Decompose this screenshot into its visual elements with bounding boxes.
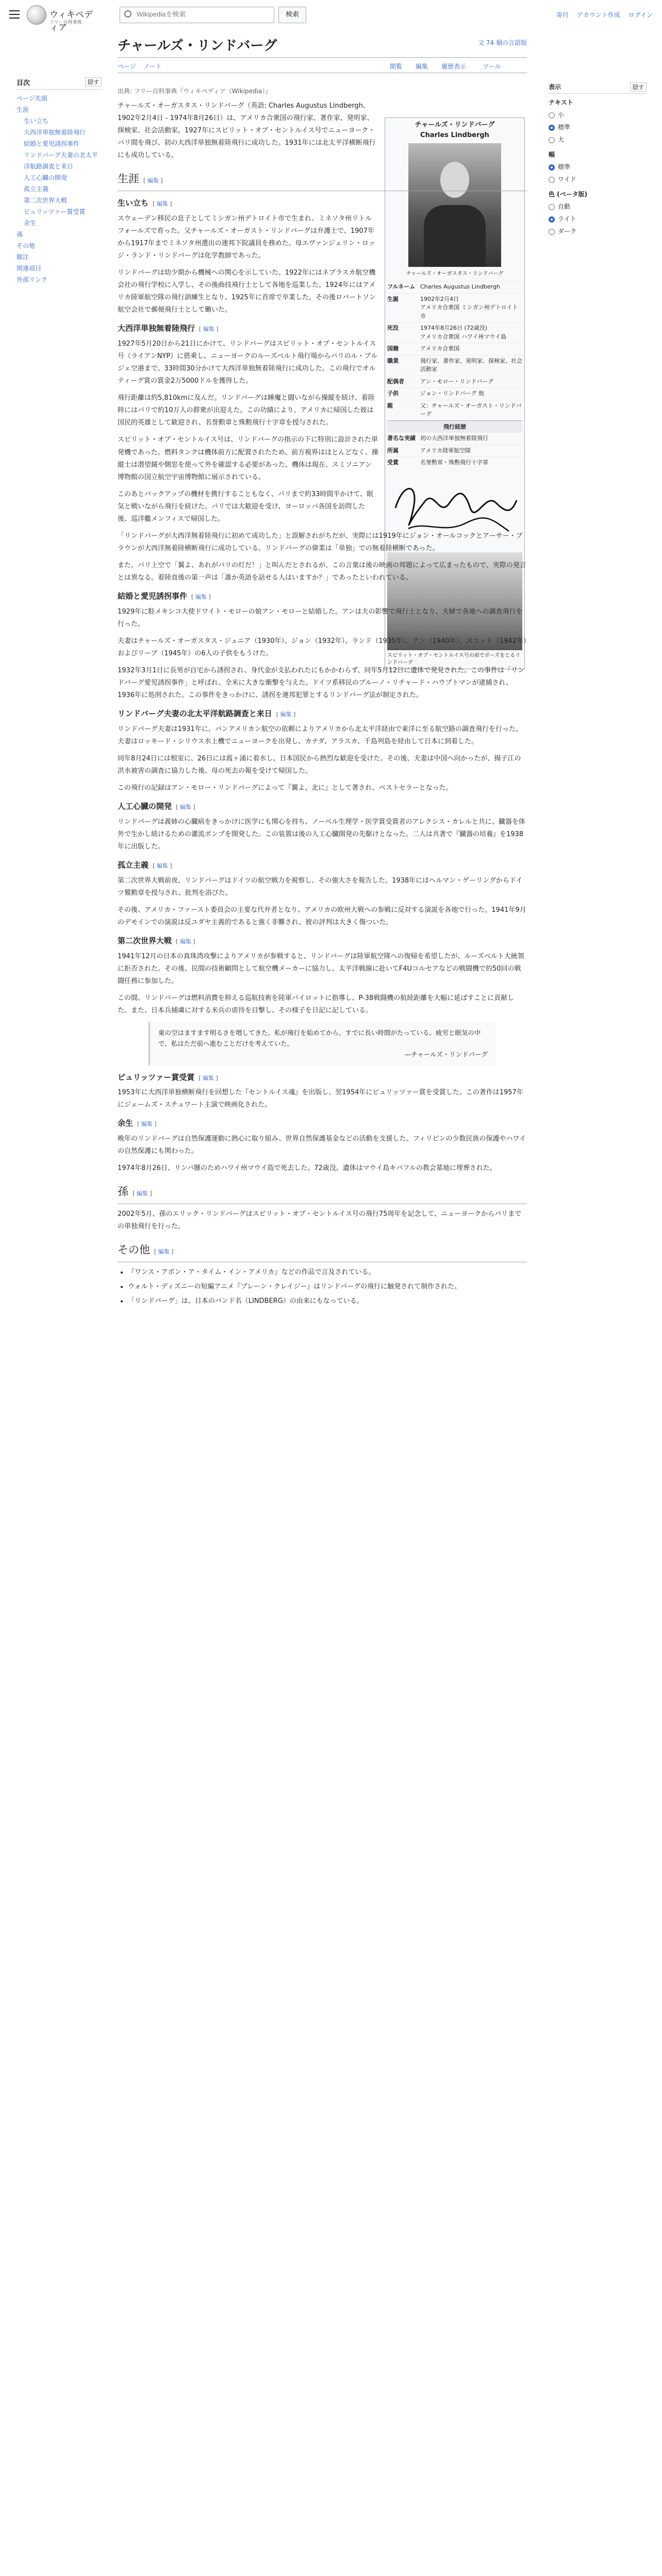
infobox-value: Charles Augustus Lindbergh: [420, 283, 500, 290]
infobox-key: 職業: [387, 357, 399, 364]
color-option[interactable]: [549, 213, 647, 225]
width-label: 幅: [549, 151, 555, 158]
infobox-value: 1902年2月4日 アメリカ合衆国 ミシガン州デトロイト市: [420, 295, 518, 319]
tab-read[interactable]: 閲覧: [390, 63, 403, 70]
section-paragraph: 「リンドバーグが大西洋無着陸飛行に初めて成功した」と誤解されがちだが、実際には1919年にジョン・オールコックとアーサー・ブラウンが大西洋無着陸横断飛行に成功している。リンドバーグの偉業は「単独」での無着陸横断であった。: [118, 532, 523, 552]
toc-item[interactable]: 結婚と愛児誘拐事件: [24, 140, 80, 147]
toc-item[interactable]: 脚注: [16, 253, 29, 261]
section-paragraph: 1941年12月の日本の真珠湾攻撃によりアメリカが参戦すると、リンドバーグは陸軍航空隊への復帰を希望したが、ルーズベルト大統領に拒否された。その後、民間の技術顧問として航空機メーカーに協力し、太平洋戦線に赴いてF4Uコルセアなどの戦闘機で約50回の戦闘任務に参加した。: [118, 952, 524, 985]
section-title: 人工心臓の開発: [118, 802, 172, 811]
login-link[interactable]: ログイン: [628, 11, 653, 19]
create-account-link[interactable]: アカウント作成: [576, 11, 620, 19]
tab-talk[interactable]: ノート: [143, 63, 162, 70]
infobox-key: 配偶者: [387, 378, 404, 385]
edit-section-link[interactable]: [ 編集 ]: [176, 938, 195, 945]
edit-section-link[interactable]: [ 編集 ]: [199, 326, 219, 332]
infobox-key: 著名な実績: [387, 435, 416, 442]
section-heading: [118, 707, 527, 721]
infobox-value: 名誉勲章・殊勲飛行十字章: [420, 459, 488, 466]
toc-title: 目次: [16, 79, 30, 87]
page-title: チャールズ・リンドバーグ: [118, 32, 527, 58]
toc-item[interactable]: 孫: [16, 231, 23, 238]
toc-item[interactable]: 生い立ち: [24, 117, 49, 125]
edit-section-link[interactable]: [ 編集 ]: [137, 1121, 157, 1127]
toc-item[interactable]: 余生: [24, 219, 37, 227]
tab-history[interactable]: 履歴表示: [441, 63, 467, 70]
infobox-key: 親: [387, 402, 393, 409]
width-option-label: 標準: [558, 163, 571, 171]
logo-tagline: フリー百科事典: [49, 20, 82, 25]
appearance-title: 表示: [549, 83, 561, 91]
section-paragraph: リンドバーグは義姉の心臓病をきっかけに医学にも関心を持ち、ノーベル生理学・医学賞受賞者のアレクシス・カレルと共に、臓器を体外で生かし続けるための灌流ポンプを開発した。この装置は後の人工心臓開発の先駆けとなった。二人は共著で『臓器の培養』を1938年に出版した。: [118, 818, 525, 851]
radio-icon: [549, 125, 555, 131]
toc-item[interactable]: 孤立主義: [24, 185, 49, 193]
text-size-option[interactable]: [549, 121, 647, 133]
width-options: [549, 161, 647, 185]
section-paragraph: リンドバーグは幼少期から機械への関心を示していた。1922年にはネブラスカ航空機会社の飛行学校に入学し、その後曲技飛行士として各地を巡業した。1924年にはアメリカ陸軍航空隊の飛行訓練生となり、1925年に首席で卒業した。その後ロバートソン航空会社で郵便飛行士として働いた。: [118, 269, 376, 314]
infobox-title: チャールズ・リンドバーグ Charles Lindbergh: [415, 121, 495, 139]
section-paragraph: また、パリ上空で「翼よ、あれがパリの灯だ！」と叫んだとされるが、この言葉は後の映画の邦題によって広まったもので、実際の発言とは異なる。着陸直後の第一声は「誰か英語を話せる人はいますか？」であったといわれている。: [118, 561, 526, 582]
radio-icon: [549, 177, 555, 183]
infobox-value: 父：チャールズ・オーガスト・リンドバーグ: [420, 402, 522, 417]
section-title: 孤立主義: [118, 860, 149, 870]
section-title: 余生: [118, 1118, 134, 1128]
misc-list-item: • ウォルト・ディズニーの短編アニメ『プレーン・クレイジー』はリンドバーグの飛行に触発されて制作された。: [128, 1281, 527, 1293]
color-label: 色 (ベータ版): [549, 191, 588, 198]
radio-icon: [549, 112, 555, 118]
section-heading: [118, 934, 527, 948]
width-option[interactable]: [549, 161, 647, 173]
section-heading: [118, 858, 527, 873]
infobox-value: ジョン・リンドバーグ 他: [420, 390, 485, 397]
appearance-hide-button[interactable]: 隠す: [630, 82, 647, 92]
section-heading: [118, 1071, 527, 1085]
section-title: リンドバーグ夫妻の北太平洋航路調査と来日: [118, 709, 272, 719]
infobox-value: 初の大西洋単独無着陸飛行: [420, 435, 488, 442]
toc-header: [16, 77, 102, 90]
section-paragraph: スウェーデン移民の息子としてミシガン州デトロイト市で生まれ、ミネソタ州リトルフォールズで育った。父チャールズ・オーガスト・リンドバーグは弁護士で、1907年から1917年までミネソタ州選出の連邦下院議員を務めた。母エヴァンジェリン・ロッジ・ランド・リンドバーグは化学教師であった。: [118, 215, 375, 260]
aviation-section-title: 飛行経歴: [387, 420, 522, 433]
section-title: 結婚と愛児誘拐事件: [118, 591, 188, 601]
text-size-option-label: 大: [558, 136, 565, 143]
user-links: [550, 10, 653, 19]
section-paragraph: その後、アメリカ・ファースト委員会の主要な代弁者となり、アメリカの欧州大戦への参戦に反対する演説を各地で行った。1941年9月のデモインでの演説は反ユダヤ主義的であると強く非難され、彼の評判は大きく傷ついた。: [118, 906, 526, 926]
edit-section-link[interactable]: [ 編集 ]: [143, 177, 163, 184]
page-tabs: [118, 58, 527, 73]
text-size-options: [549, 109, 647, 146]
section-paragraph: 第二次世界大戦前夜、リンドバーグはドイツの航空戦力を視察し、その強大さを報告した。1938年にはヘルマン・ゲーリングからドイツ鷲勲章を授与され、批判を浴びた。: [118, 876, 523, 897]
edit-section-link[interactable]: [ 編集 ]: [153, 200, 172, 207]
appearance-header: [549, 82, 647, 94]
infobox-value: アメリカ陸軍航空隊: [420, 447, 471, 454]
lead-section: [118, 100, 378, 162]
section-heading: [118, 1240, 527, 1262]
section-title: 生涯: [118, 173, 139, 185]
tab-edit[interactable]: 編集: [416, 63, 428, 70]
search-input[interactable]: [136, 10, 239, 19]
article-content: [118, 86, 527, 1313]
toc-item[interactable]: 生涯: [16, 106, 29, 113]
language-button[interactable]: 文 74 個の言語版: [478, 39, 527, 46]
infobox-key: 生誕: [387, 295, 399, 302]
toc-item[interactable]: 外部リンク: [16, 276, 47, 283]
quote-text: 東の空はますます明るさを増してきた。私が飛行を始めてから、すでに長い時間がたっている。疲労と眠気の中で、私はただ前へ進むことだけを考えていた。: [158, 1028, 481, 1048]
color-option-label: 自動: [558, 203, 571, 210]
infobox-key: 国籍: [387, 345, 399, 352]
tab-tools[interactable]: ツール: [483, 63, 501, 70]
infobox-key: 死没: [387, 325, 399, 331]
infobox-value: 飛行家、著作家、発明家、探検家、社会活動家: [420, 357, 522, 372]
section-paragraph: スピリット・オブ・セントルイス号は、リンドバーグの指示の下に特別に設計された単発機であった。燃料タンクは機体前方に配置されたため、前方視界はほとんどなく、操縦士は潜望鏡や側窓を使って外を確認する必要があった。機体は現在、スミソニアン博物館の国立航空宇宙博物館に展示されている。: [118, 436, 378, 481]
infobox-key: 所属: [387, 447, 399, 454]
section-heading: [118, 1182, 527, 1204]
quote-block: [148, 1022, 496, 1065]
section-heading: [118, 196, 527, 211]
toc-item[interactable]: ピュリッツァー賞受賞: [24, 208, 86, 215]
toc-item[interactable]: 人工心臓の開発: [24, 174, 68, 181]
section-heading: [118, 1116, 527, 1131]
section-heading: [118, 321, 527, 336]
logo-wordmark: ウィキペディア: [49, 10, 93, 33]
text-size-option[interactable]: [549, 109, 647, 121]
text-size-option-label: 標準: [558, 124, 571, 131]
infobox-value: アン・モロー・リンドバーグ: [420, 378, 494, 385]
misc-list-item: • 「リンドバーグ」は、日本のバンド名（LINDBERG）の由来にもなっている。: [128, 1295, 527, 1308]
infobox-key: 子供: [387, 390, 399, 397]
section-heading: [118, 589, 527, 604]
lead-paragraph: チャールズ・オーガスタス・リンドバーグ（英語: Charles Augustus Lindbergh、1902年2月4日 - 1974年8月26日）は、アメリカ合衆国の飛行家、著作家、発明家、探検家、社会活動家。1927年にスピリット・オブ・セントルイス号でニューヨーク・パリ間を飛び、初の大西洋単独無着陸飛行に成功した。1931年には北太平洋横断飛行にも成功している。: [118, 102, 376, 160]
toc-item[interactable]: ページ先頭: [16, 95, 47, 102]
section-paragraph: この間、リンドバーグは燃料消費を抑える巡航技術を陸軍パイロットに指導し、P-38戦闘機の航続距離を大幅に延ばすことに貢献した。また、日本兵捕虜に対する米兵の虐待を目撃し、その様子を日記に記している。: [118, 994, 515, 1014]
color-options: [549, 200, 647, 238]
section-heading: [118, 800, 527, 814]
toc-item[interactable]: 関連項目: [16, 265, 42, 272]
edit-section-link[interactable]: [ 編集 ]: [154, 1248, 174, 1255]
section-title: 第二次世界大戦: [118, 936, 172, 945]
section-paragraph: 1953年に大西洋単独横断飛行を回想した『セントルイス魂』を出版し、翌1954年にピュリッツァー賞を受賞した。この著作は1957年にジェームズ・スチュワート主演で映画化された。: [118, 1089, 523, 1109]
section-heading: [118, 169, 527, 191]
section-paragraph: 夫妻はチャールズ・オーガスタス・ジュニア（1930年）、ジョン（1932年）、ランド（1935年）、アン（1940年）、スコット（1942年）およびリーブ（1945年）の6人の子供をもうけた。: [118, 637, 527, 657]
toc-list: [16, 93, 102, 285]
width-option-label: ワイド: [558, 176, 576, 183]
infobox-value: アメリカ合衆国: [420, 345, 460, 352]
wikipedia-globe-icon: [27, 5, 46, 25]
search-box[interactable]: [120, 7, 274, 23]
infobox-key: 受賞: [387, 459, 399, 466]
section-paragraph: 2002年5月、孫のエリック・リンドバーグはスピリット・オブ・セントルイス号の飛行75周年を記念して、ニューヨークからパリまでの単独飛行を行った。: [118, 1210, 522, 1231]
toc-item[interactable]: 第二次世界大戦: [24, 197, 68, 204]
section-paragraph: 晩年のリンドバーグは自然保護運動に熱心に取り組み、世界自然保護基金などの活動を支援した。フィリピンの少数民族の保護やハワイの自然保護にも関わった。: [118, 1135, 526, 1156]
color-option[interactable]: [549, 200, 647, 213]
edit-section-link[interactable]: [ 編集 ]: [133, 1190, 152, 1197]
misc-list: [118, 1266, 527, 1308]
misc-list-item: • 『ワンス・アポン・ア・タイム・イン・アメリカ』などの作品で言及されている。: [128, 1266, 527, 1279]
tab-page[interactable]: ページ: [118, 63, 136, 70]
site-tagline: 出典: フリー百科事典『ウィキペディア（Wikipedia）』: [118, 88, 272, 95]
radio-icon: [549, 204, 555, 210]
title-area: [118, 32, 527, 73]
edit-section-link[interactable]: [ 編集 ]: [153, 862, 172, 869]
article-sections: [118, 169, 527, 1308]
donate-link[interactable]: 寄付: [556, 11, 569, 19]
edit-section-link[interactable]: [ 編集 ]: [191, 594, 211, 600]
section-paragraph: 1929年に駐メキシコ大使ドワイト・モローの娘アン・モローと結婚した。アンは夫の影響で飛行士となり、夫婦で各地への調査飛行を行った。: [118, 607, 523, 628]
edit-section-link[interactable]: [ 編集 ]: [176, 804, 195, 810]
site-header: [0, 0, 662, 31]
section-paragraph: 飛行距離は約5,810kmに及んだ。リンドバーグは睡魔と闘いながら操縦を続け、着陸時にはパリで約10万人の群衆が出迎えた。この功績により、アメリカに帰国した彼は国民的英雄として歓迎され、名誉勲章と殊勲飛行十字章を授与された。: [118, 394, 375, 427]
portrait-caption: チャールズ・オーガスタス・リンドバーグ: [406, 271, 504, 277]
text-size-label: テキスト: [549, 99, 573, 106]
appearance-panel: [549, 77, 647, 238]
radio-icon: [549, 164, 555, 171]
section-paragraph: この飛行の記録はアン・モロー・リンドバーグによって『翼よ、北に』として著され、ベストセラーとなった。: [118, 784, 453, 792]
color-option-label: ライト: [558, 215, 576, 223]
section-paragraph: 同年8月24日には根室に、26日には霞ヶ浦に着水し、日本国民から熱烈な歓迎を受けた。その後、夫妻は中国へ向かったが、揚子江の洪水被害の調査に協力した後、母の死去の報を受けて帰国した。: [118, 754, 521, 775]
infobox-value: 1974年8月26日 (72歳没) アメリカ合衆国 ハワイ州マウイ島: [420, 325, 507, 340]
radio-icon: [549, 229, 555, 235]
main-menu-button[interactable]: [9, 10, 20, 19]
section-paragraph: 1932年3月1日に長男が自宅から誘拐され、身代金が支払われたにもかかわらず、同年5月12日に遺体で発見された。この事件は「リンドバーグ愛児誘拐事件」と呼ばれ、全米に大きな衝撃を与えた。ドイツ系移民のブルーノ・リチャード・ハウプトマンが逮捕され、1936年に処刑された。この事件をきっかけに、誘拐を連邦犯罪とするリンドバーグ法が制定された。: [118, 666, 525, 700]
infobox-key: フルネーム: [387, 283, 416, 290]
edit-section-link[interactable]: [ 編集 ]: [276, 711, 296, 718]
quote-source: —チャールズ・リンドバーグ: [404, 1050, 488, 1059]
color-option-label: ダーク: [558, 228, 577, 235]
edit-section-link[interactable]: [ 編集 ]: [198, 1075, 218, 1081]
plane-caption: スピリット・オブ・セントルイス号の前でポーズをとるリンドバーグ: [387, 652, 521, 666]
text-size-option-label: 小: [558, 111, 565, 118]
section-title: ピュリッツァー賞受賞: [118, 1072, 195, 1082]
section-title: 生い立ち: [118, 198, 149, 208]
toc-item[interactable]: リンドバーグ夫妻の北太平洋航路調査と来日: [24, 151, 98, 170]
radio-icon: [549, 216, 555, 223]
text-size-option[interactable]: [549, 133, 647, 146]
width-option[interactable]: [549, 173, 647, 185]
section-paragraph: このあとパックアップの機材を携行することもなく、パリまで約33時間半かけて、眠気と戦いながら飛行を続けた。パリでは大歓迎を受け、ヨーロッパ各国を訪問した後、巡洋艦メンフィスで帰国した。: [118, 490, 374, 523]
toc-hide-button[interactable]: 隠す: [85, 77, 102, 87]
toc-item[interactable]: 大西洋単独無着陸飛行: [24, 129, 86, 136]
site-logo[interactable]: [27, 3, 94, 33]
radio-icon: [549, 137, 555, 143]
section-title: 孫: [118, 1185, 128, 1198]
section-title: 大西洋単独無着陸飛行: [118, 324, 195, 333]
color-option[interactable]: [549, 225, 647, 238]
toc-item[interactable]: その他: [16, 242, 36, 249]
section-title: その他: [118, 1244, 150, 1257]
section-paragraph: 1974年8月26日、リンパ腫のためハワイ州マウイ島で死去した。72歳没。遺体はマウイ島キパフルの教会墓地に埋葬された。: [118, 1164, 496, 1173]
search-icon: [124, 10, 131, 18]
section-paragraph: 1927年5月20日から21日にかけて、リンドバーグはスピリット・オブ・セントルイス号（ライアンNYP）に搭乗し、ニューヨークのルーズベルト飛行場からパリのル・ブルジェ空港まで、33時間30分かけて大西洋単独無着陸飛行に成功した。この飛行でオルティーグ賞の賞金2万5000ドルを獲得した。: [118, 340, 378, 385]
search-button[interactable]: 検索: [278, 7, 306, 23]
section-paragraph: リンドバーグ夫妻は1931年に、パンアメリカン航空の依頼によりアメリカから北太平洋経由で東洋に至る航空路の調査飛行を行った。夫妻はロッキード・シリウス水上機でニューヨークを出発し、カナダ、アラスカ、千島列島を経由して日本に到着した。: [118, 725, 523, 745]
toc-sidebar: [16, 77, 102, 285]
